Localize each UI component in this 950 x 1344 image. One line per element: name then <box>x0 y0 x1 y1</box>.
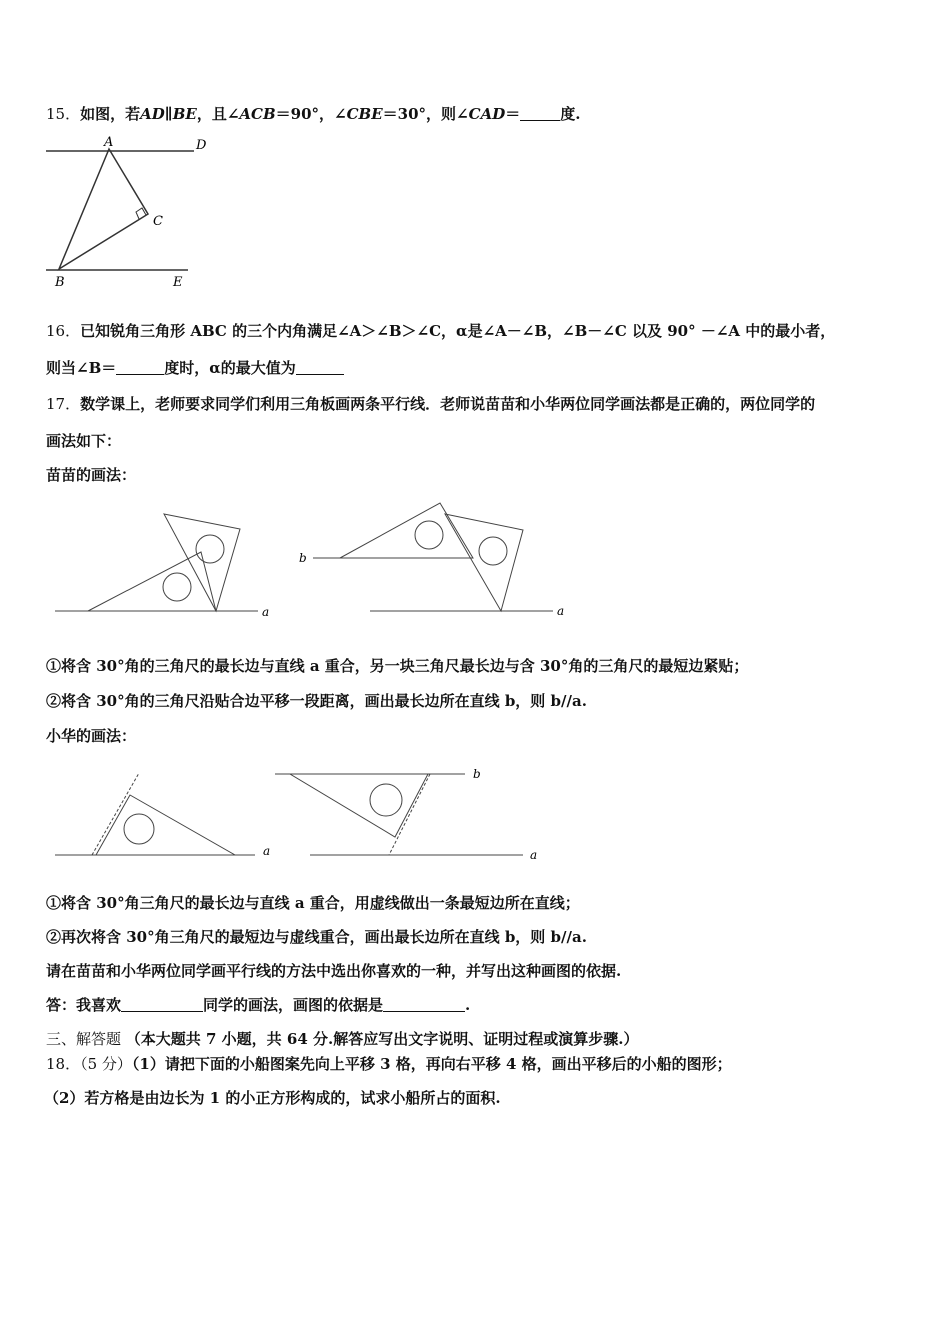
miaomiao-figure-1 <box>50 500 290 625</box>
triangle-30deg <box>340 503 473 558</box>
q15-number: 15． <box>46 105 81 123</box>
dashed-line <box>389 774 430 855</box>
q16-line2 <box>46 357 344 378</box>
label-e: E <box>173 275 183 290</box>
q17-answer-blank-1[interactable] <box>121 997 203 1012</box>
xiaohua-figure-2 <box>270 760 560 865</box>
label-a: a <box>557 604 565 618</box>
q16-answer-blank-1[interactable] <box>116 360 164 375</box>
q18-number: 18． <box>46 1055 81 1073</box>
q16-text: 则当∠B＝ <box>46 359 117 377</box>
triangle-hole <box>163 573 191 601</box>
section-3-heading <box>46 1028 638 1049</box>
triangle-guide <box>164 514 240 611</box>
q15-line <box>46 103 580 124</box>
triangle-hole <box>124 814 154 844</box>
q18-part1: （1）请把下面的小船图案先向上平移 3 格，再向右平移 4 格，画出平移后的小船的图形； <box>131 1055 732 1073</box>
label-a: A <box>104 135 114 150</box>
label-d: D <box>196 138 207 153</box>
xiaohua-figure-1 <box>50 765 290 865</box>
q15-text: ＝ <box>505 105 521 123</box>
q17-text: 数学课上，老师要求同学们利用三角板画两条平行线．老师说苗苗和小华两位同学画法都是正确的，两位同学的 <box>80 395 816 413</box>
q17-prompt: 请在苗苗和小华两位同学画平行线的方法中选出你喜欢的一种，并写出这种画图的依据. <box>46 962 622 980</box>
q17-line1 <box>46 393 815 414</box>
triangle-abc <box>59 149 148 269</box>
q15-text: ，且∠ <box>196 105 240 123</box>
q17-answer-text: 答：我喜欢 <box>46 996 122 1014</box>
q15-figure <box>40 130 220 295</box>
triangle-hole <box>479 537 507 565</box>
miaomiao-figure-2 <box>295 495 575 625</box>
label-b: b <box>299 551 307 565</box>
q15-math: CAD <box>468 105 506 123</box>
xiaohua-step1: ①将含 30°角三角尺的最长边与直线 a 重合，用虚线做出一条最短边所在直线； <box>46 894 580 912</box>
label-b: b <box>473 767 481 781</box>
xiaohua-title: 小华的画法： <box>46 727 137 745</box>
q16-text: 已知锐角三角形 ABC 的三个内角满足∠A＞∠B＞∠C，α是∠A－∠B，∠B－∠C 以及 90° －∠A 中的最小者， <box>80 322 836 340</box>
q15-math: AD∥BE <box>140 105 197 123</box>
label-a: a <box>530 848 538 862</box>
q18-line1 <box>46 1053 732 1074</box>
q17-answer-text: 同学的画法，画图的依据是 <box>203 996 384 1014</box>
q15-math: CBE <box>346 105 383 123</box>
triangle-30deg <box>290 774 428 837</box>
q18-part2: （2）若方格是由边长为 1 的小正方形构成的，试求小船所占的面积. <box>44 1089 501 1107</box>
label-c: C <box>153 214 163 229</box>
label-b: B <box>55 275 65 290</box>
triangle-30deg <box>88 552 216 611</box>
triangle-hole <box>415 521 443 549</box>
triangle-hole <box>196 535 224 563</box>
label-a: a <box>263 844 271 858</box>
q17-answer-text: . <box>465 996 471 1014</box>
q15-text: 如图，若 <box>80 105 141 123</box>
triangle-hole <box>370 784 402 816</box>
triangle-guide <box>445 514 523 611</box>
q17-answer <box>46 994 470 1015</box>
right-angle-mark <box>136 208 146 219</box>
triangle-30deg <box>96 795 235 855</box>
q15-text: ＝90°，∠ <box>275 105 347 123</box>
q16-answer-blank-2[interactable] <box>296 360 344 375</box>
section-title: 三、解答题 <box>46 1030 122 1048</box>
q15-math: ACB <box>239 105 276 123</box>
q17-number: 17． <box>46 395 81 413</box>
miaomiao-step1: ①将含 30°角的三角尺的最长边与直线 a 重合，另一块三角尺最长边与含 30°角的三角尺的最短边紧贴； <box>46 657 749 675</box>
q17-line2: 画法如下： <box>46 432 122 450</box>
q16-line1 <box>46 320 835 341</box>
miaomiao-title: 苗苗的画法： <box>46 466 137 484</box>
q15-text: ＝30°，则∠ <box>382 105 469 123</box>
q18-score: （5 分） <box>80 1055 132 1073</box>
q17-answer-blank-2[interactable] <box>383 997 465 1012</box>
q15-answer-blank[interactable] <box>520 106 560 121</box>
label-a: a <box>262 605 270 619</box>
miaomiao-step2: ②将含 30°角的三角尺沿贴合边平移一段距离，画出最长边所在直线 b，则 b//a. <box>46 692 587 710</box>
xiaohua-step2: ②再次将含 30°角三角尺的最短边与虚线重合，画出最长边所在直线 b，则 b//a. <box>46 928 587 946</box>
q16-number: 16． <box>46 322 81 340</box>
q16-text: 度时，α的最大值为 <box>164 359 296 377</box>
section-description: （本大题共 7 小题，共 64 分.解答应写出文字说明、证明过程或演算步骤.） <box>125 1030 639 1048</box>
q15-text: 度. <box>560 105 581 123</box>
